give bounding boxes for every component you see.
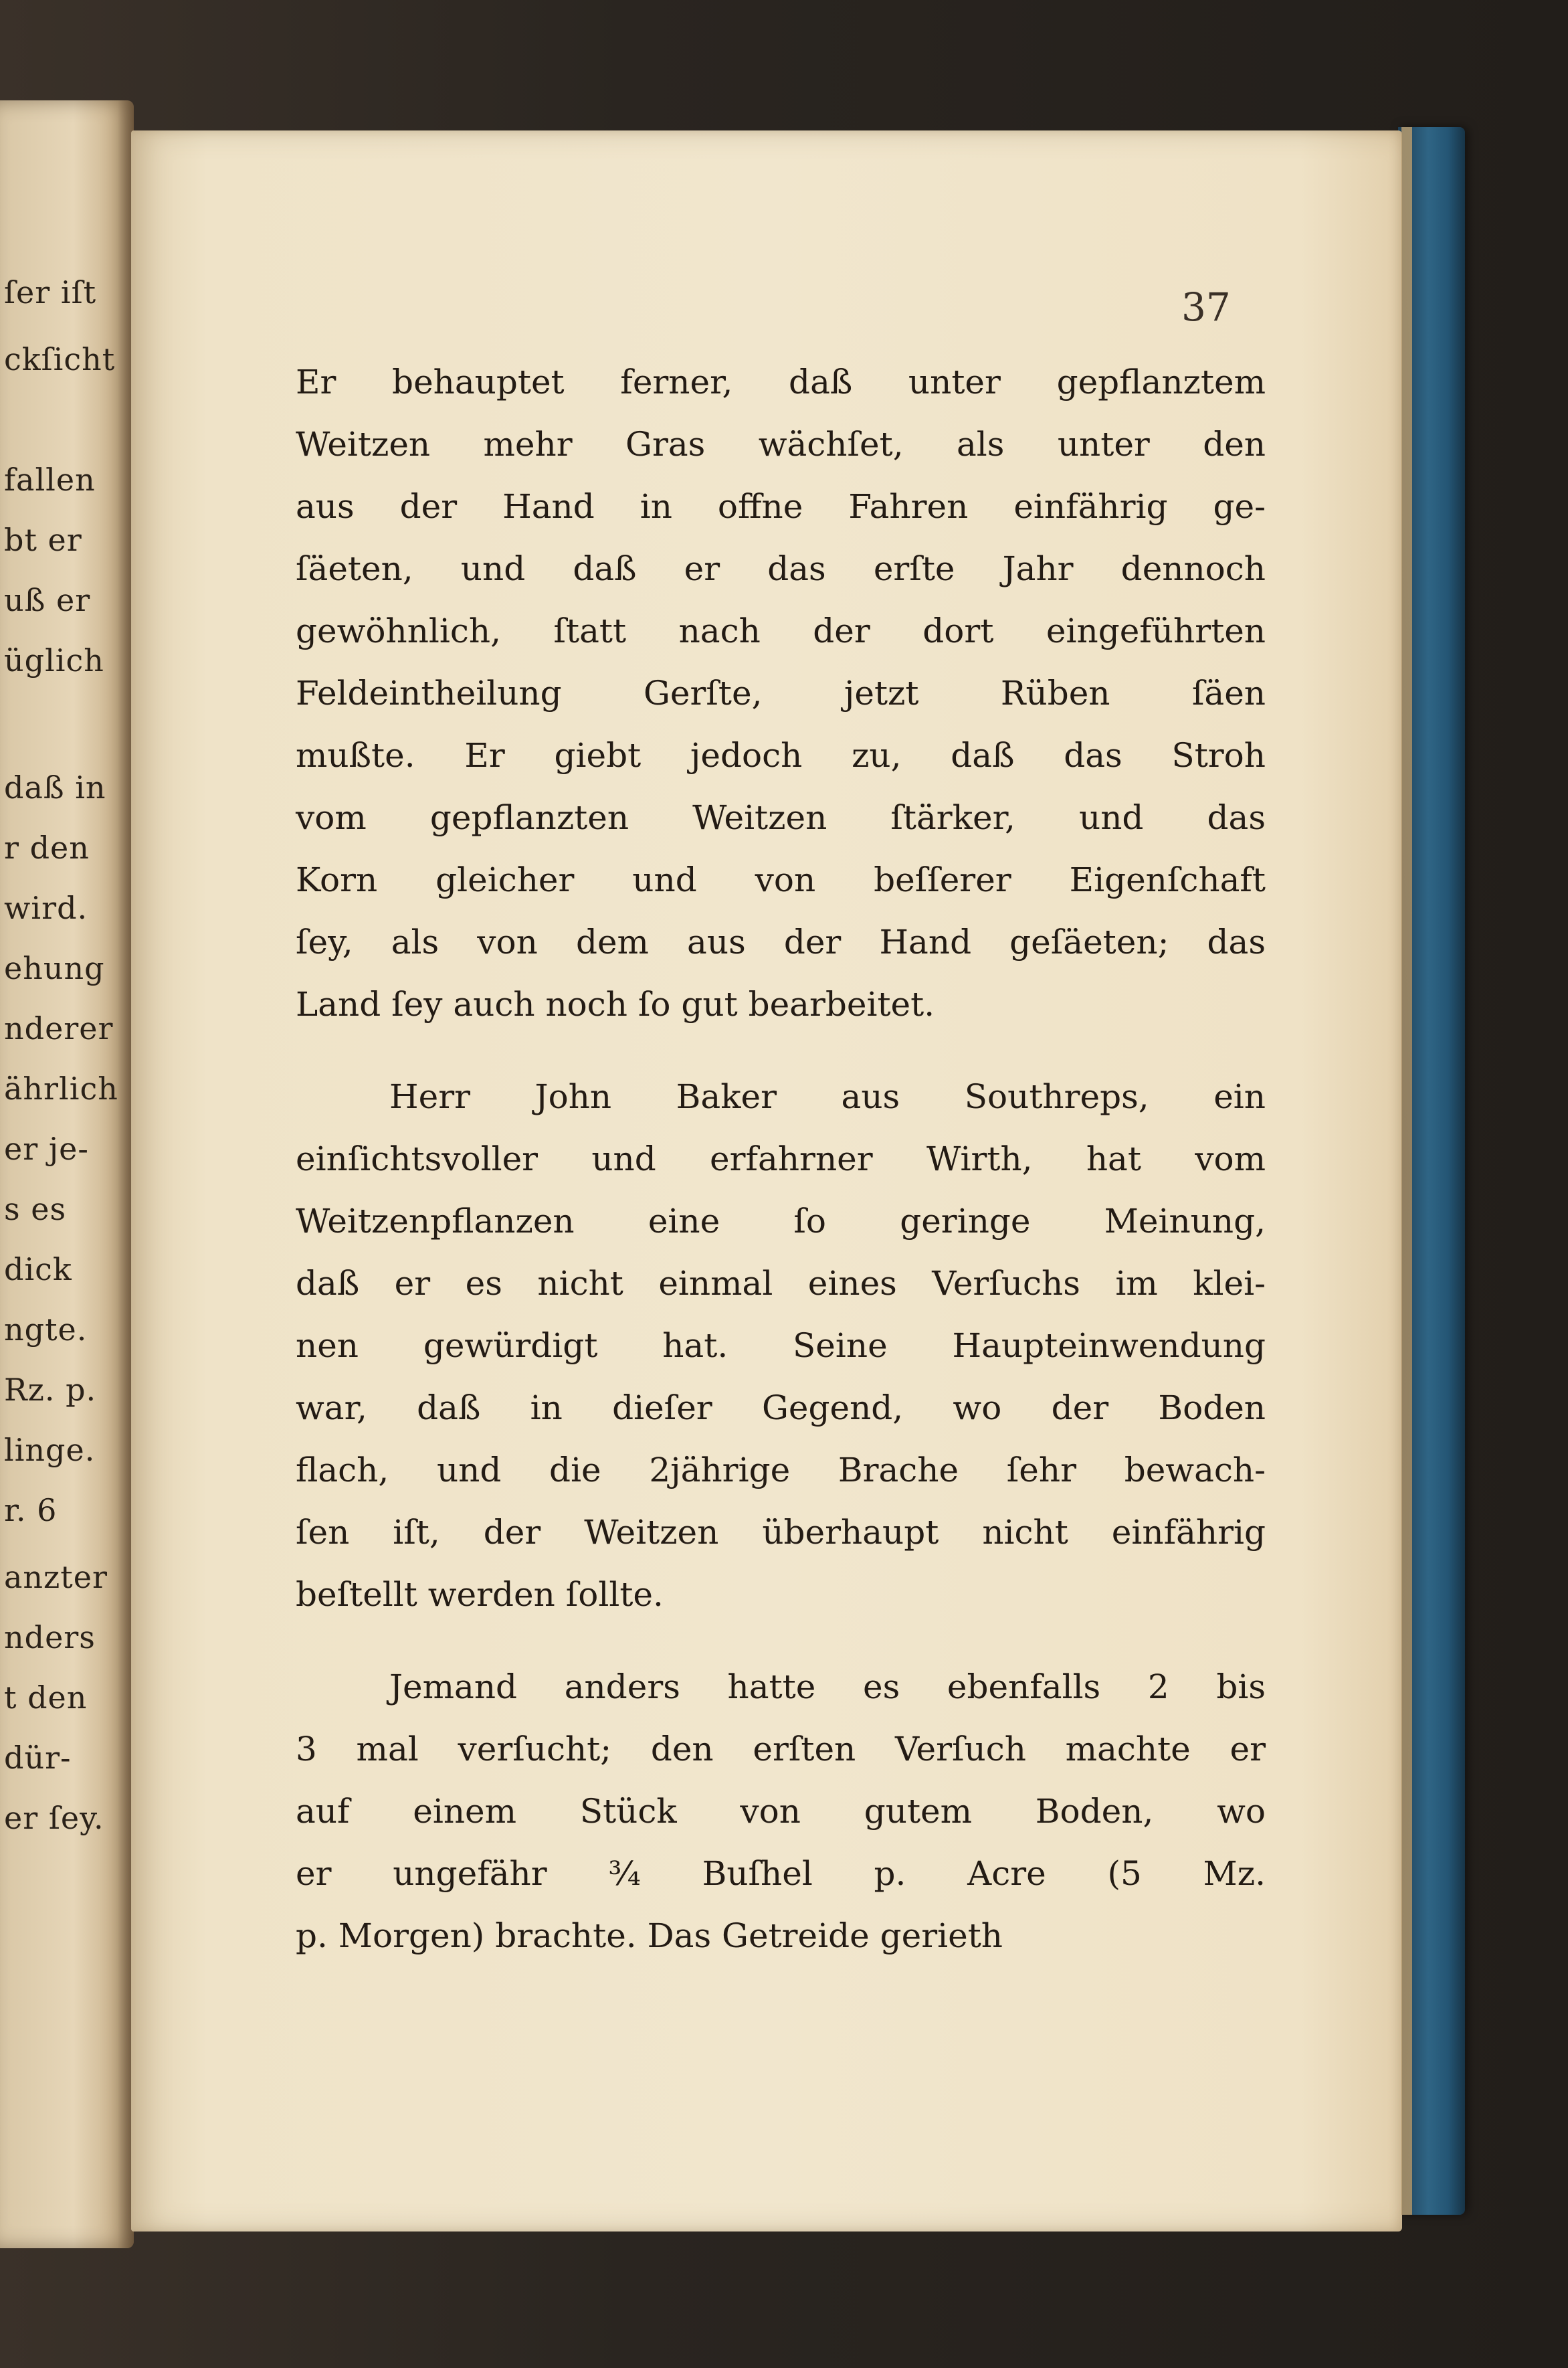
text-line: flach, und die 2jährige Brache ſehr bewach- bbox=[296, 1451, 1266, 1489]
previous-page-fragment: anzter bbox=[4, 1559, 108, 1595]
previous-page-fragment: ährlich bbox=[4, 1071, 118, 1107]
paragraph bbox=[296, 1066, 1266, 1626]
previous-page-fragment: bt er bbox=[4, 522, 82, 558]
previous-page-fragment: uß er bbox=[4, 582, 91, 618]
previous-page-fragment: dür- bbox=[4, 1740, 72, 1776]
previous-page-fragment: ngte. bbox=[4, 1311, 88, 1348]
previous-page-fragment: ckſicht bbox=[4, 341, 116, 377]
page-block-edge bbox=[1401, 127, 1412, 2215]
text-line: 3 mal verſucht; den erſten Verſuch machte er bbox=[296, 1730, 1266, 1768]
previous-page-fragment: t den bbox=[4, 1679, 88, 1716]
text-line: war, daß in dieſer Gegend, wo der Boden bbox=[296, 1388, 1266, 1427]
text-line: auf einem Stück von gutem Boden, wo bbox=[296, 1792, 1266, 1831]
previous-page-fragment: daß in bbox=[4, 769, 106, 806]
previous-page-fragment: linge. bbox=[4, 1432, 96, 1468]
text-line: ſen iſt, der Weitzen überhaupt nicht einfährig bbox=[296, 1513, 1266, 1552]
text-line: daß er es nicht einmal eines Verſuchs im klei- bbox=[296, 1264, 1266, 1303]
text-line: Weitzenpflanzen eine ſo geringe Meinung, bbox=[296, 1202, 1266, 1241]
previous-page-fragment: s es bbox=[4, 1191, 67, 1227]
text-line: ſäeten, und daß er das erſte Jahr dennoch bbox=[296, 549, 1266, 588]
previous-page-edge bbox=[0, 100, 134, 2248]
page-text bbox=[296, 351, 1266, 1967]
text-line: Herr John Baker aus Southreps, ein bbox=[389, 1077, 1266, 1116]
previous-page-fragment: ſer iſt bbox=[4, 274, 97, 310]
text-line: Land ſey auch noch ſo gut bearbeitet. bbox=[296, 985, 935, 1024]
previous-page-fragment: üglich bbox=[4, 642, 104, 678]
previous-page-fragment: er je- bbox=[4, 1131, 89, 1167]
text-line: Jemand anders hatte es ebenfalls 2 bis bbox=[389, 1667, 1266, 1706]
book-page bbox=[131, 130, 1402, 2232]
previous-page-fragment: fallen bbox=[4, 462, 96, 498]
paragraph bbox=[296, 1656, 1266, 1967]
previous-page-fragment: r den bbox=[4, 830, 90, 866]
text-line: Feldeintheilung Gerſte, jetzt Rüben ſäen bbox=[296, 674, 1266, 713]
previous-page-fragment: Rz. p. bbox=[4, 1372, 97, 1408]
text-line: mußte. Er giebt jedoch zu, daß das Stroh bbox=[296, 736, 1266, 775]
text-line: ſey, als von dem aus der Hand geſäeten; das bbox=[296, 923, 1266, 962]
text-line: nen gewürdigt hat. Seine Haupteinwendung bbox=[296, 1326, 1266, 1365]
previous-page-fragment: dick bbox=[4, 1251, 72, 1287]
text-line: p. Morgen) brachte. Das Getreide gerieth bbox=[296, 1916, 1003, 1955]
text-line: beſtellt werden ſollte. bbox=[296, 1575, 664, 1614]
previous-page-fragment: nders bbox=[4, 1619, 96, 1655]
text-line: aus der Hand in offne Fahren einfährig ge- bbox=[296, 487, 1266, 526]
text-line: Er behauptet ferner, daß unter gepflanztem bbox=[296, 363, 1266, 401]
text-line: vom gepflanzten Weitzen ſtärker, und das bbox=[296, 798, 1266, 837]
text-line: gewöhnlich, ſtatt nach der dort eingeführten bbox=[296, 612, 1266, 650]
page-number: 37 bbox=[1181, 284, 1231, 330]
paragraph bbox=[296, 351, 1266, 1036]
previous-page-fragment: ehung bbox=[4, 950, 105, 986]
text-line: Weitzen mehr Gras wächſet, als unter den bbox=[296, 425, 1266, 464]
previous-page-fragment: wird. bbox=[4, 890, 88, 926]
text-line: er ungefähr ¾ Buſhel p. Acre (5 Mz. bbox=[296, 1854, 1266, 1893]
text-line: Korn gleicher und von beſſerer Eigenſchaft bbox=[296, 860, 1266, 899]
previous-page-fragment: nderer bbox=[4, 1010, 114, 1046]
text-line: einſichtsvoller und erfahrner Wirth, hat vom bbox=[296, 1140, 1266, 1178]
previous-page-fragment: er ſey. bbox=[4, 1800, 104, 1836]
previous-page-fragment: r. 6 bbox=[4, 1492, 58, 1528]
